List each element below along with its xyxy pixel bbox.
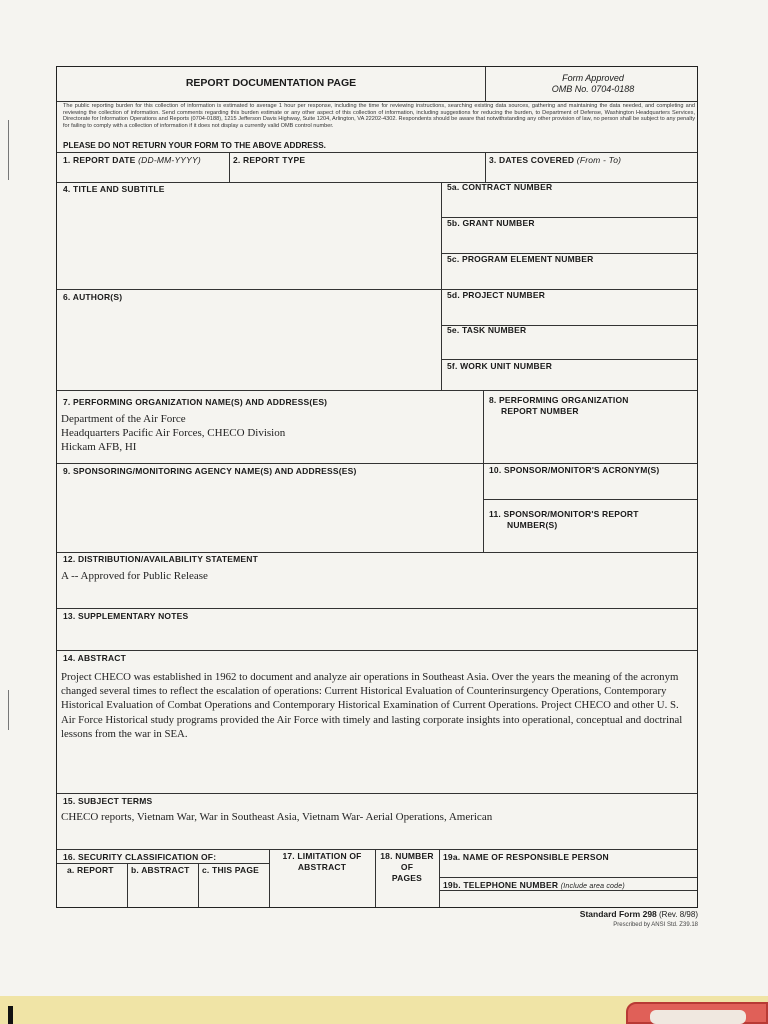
divider [57, 793, 697, 794]
scan-edge-mark [8, 690, 9, 730]
form-approved-label: Form Approved [562, 73, 624, 83]
supplementary-notes-label: 13. SUPPLEMENTARY NOTES [63, 611, 189, 621]
authors-label: 6. AUTHOR(S) [63, 292, 123, 302]
report-documentation-form [56, 66, 698, 908]
subject-terms-value: CHECO reports, Vietnam War, War in Southeast Asia, Vietnam War- Aerial Operations, American [61, 811, 493, 823]
program-element-number-label: 5c. PROGRAM ELEMENT NUMBER [447, 254, 594, 264]
return-warning: PLEASE DO NOT RETURN YOUR FORM TO THE ABOVE ADDRESS. [63, 141, 326, 150]
divider [57, 182, 697, 183]
divider [57, 289, 697, 290]
omb-number: OMB No. 0704-0188 [551, 84, 635, 94]
grant-number-label: 5b. GRANT NUMBER [447, 218, 535, 228]
scan-edge-mark [8, 120, 9, 180]
task-number-label: 5e. TASK NUMBER [447, 325, 527, 335]
divider [57, 463, 697, 464]
divider [57, 849, 697, 850]
report-type-label: 2. REPORT TYPE [233, 155, 306, 165]
divider [57, 390, 697, 391]
divider [439, 849, 440, 907]
prescribed-line: Prescribed by ANSI Std. Z39.18 [613, 922, 698, 928]
abstract-value: Project CHECO was established in 1962 to document and analyze air operations in Southeast Asia. Over the years the meaning of the acronym changed several times to reflect the escalation of operations: Current Historical Evaluation of Counterinsurgency Operations, Contemporary Historical Evaluation of Combat Operations and Contemporary Historical Examination of Current Operations. Project CHECO and other U. S. Air Force Historical study programs provided the Air Force with timely and lasting corporate insights into operational, conceptual and doctrinal lessons from the war in SEA. [61, 671, 683, 740]
performing-org-label: 7. PERFORMING ORGANIZATION NAME(S) AND ADDRESS(ES) [63, 397, 328, 407]
responsible-person-label: 19a. NAME OF RESPONSIBLE PERSON [443, 852, 609, 862]
sponsor-acronym-label: 10. SPONSOR/MONITOR'S ACRONYM(S) [489, 465, 660, 475]
sponsor-report-number-label: 11. SPONSOR/MONITOR'S REPORT NUMBER(S) [489, 509, 639, 530]
divider [441, 359, 697, 360]
divider [439, 877, 697, 878]
sponsoring-agency-label: 9. SPONSORING/MONITORING AGENCY NAME(S) AND ADDRESS(ES) [63, 466, 357, 476]
divider [483, 499, 697, 500]
divider [485, 67, 486, 101]
security-report-label: a. REPORT [67, 865, 114, 875]
divider [57, 608, 697, 609]
title-subtitle-label: 4. TITLE AND SUBTITLE [63, 184, 165, 194]
abstract-label: 14. ABSTRACT [63, 653, 127, 663]
divider [57, 101, 697, 102]
performing-org-report-number-label: 8. PERFORMING ORGANIZATION REPORT NUMBER [489, 395, 629, 416]
burden-statement: The public reporting burden for this collection of information is estimated to average 1 hour per response, including the time for reviewing instructions, searching existing data sources, gathering and maintaining the data needed, and completing and reviewing the collection of information. Send comments regarding this burden estimate or any other aspect of this collection of information, including suggestions for reducing the burden, to Department of Defense, Washington Headquarters Services, Directorate for Information Operations and Reports (0704-0188), 1215 Jefferson Davis Highway, Suite 1204, Arlington, VA 22202-4302. Respondents should be aware that notwithstanding any other provision of law, no person shall be subject to any penalty for failing to comply with a collection of information if it does not display a currently valid OMB control number. [63, 103, 695, 129]
divider [57, 152, 697, 153]
sf-name: Standard Form 298 [579, 909, 657, 919]
report-date-label: 1. REPORT DATE (DD-MM-YYYY) [63, 155, 201, 165]
divider [485, 152, 486, 182]
distribution-value: A -- Approved for Public Release [61, 570, 208, 582]
work-unit-number-label: 5f. WORK UNIT NUMBER [447, 361, 553, 371]
divider [127, 863, 128, 907]
form-title: REPORT DOCUMENTATION PAGE [185, 77, 357, 89]
divider [439, 890, 697, 891]
standard-form-footer [580, 910, 698, 930]
scan-mark [8, 1006, 13, 1024]
limitation-of-abstract-label: 17. LIMITATION OF ABSTRACT [282, 851, 362, 872]
divider [198, 863, 199, 907]
divider [229, 152, 230, 182]
dates-covered-label: 3. DATES COVERED (From - To) [489, 155, 622, 165]
form-approved [487, 73, 699, 95]
project-number-label: 5d. PROJECT NUMBER [447, 290, 546, 300]
contract-number-label: 5a. CONTRACT NUMBER [447, 182, 553, 192]
performing-org-value: Department of the Air Force Headquarters Pacific Air Forces, CHECO Division Hickam AFB, HI [61, 413, 286, 453]
security-classification-label: 16. SECURITY CLASSIFICATION OF: [63, 852, 217, 862]
divider [57, 552, 697, 553]
number-of-pages-label: 18. NUMBER OF PAGES [380, 851, 434, 883]
distribution-label: 12. DISTRIBUTION/AVAILABILITY STATEMENT [63, 554, 258, 564]
divider [483, 390, 484, 552]
sf-rev: (Rev. 8/98) [659, 910, 698, 919]
divider [57, 863, 269, 864]
divider [57, 650, 697, 651]
telephone-number-label: 19b. TELEPHONE NUMBER (Include area code) [443, 880, 625, 890]
subject-terms-label: 15. SUBJECT TERMS [63, 796, 153, 806]
red-tab-label-area [650, 1010, 746, 1024]
security-abstract-label: b. ABSTRACT [131, 865, 190, 875]
security-this-page-label: c. THIS PAGE [202, 865, 260, 875]
